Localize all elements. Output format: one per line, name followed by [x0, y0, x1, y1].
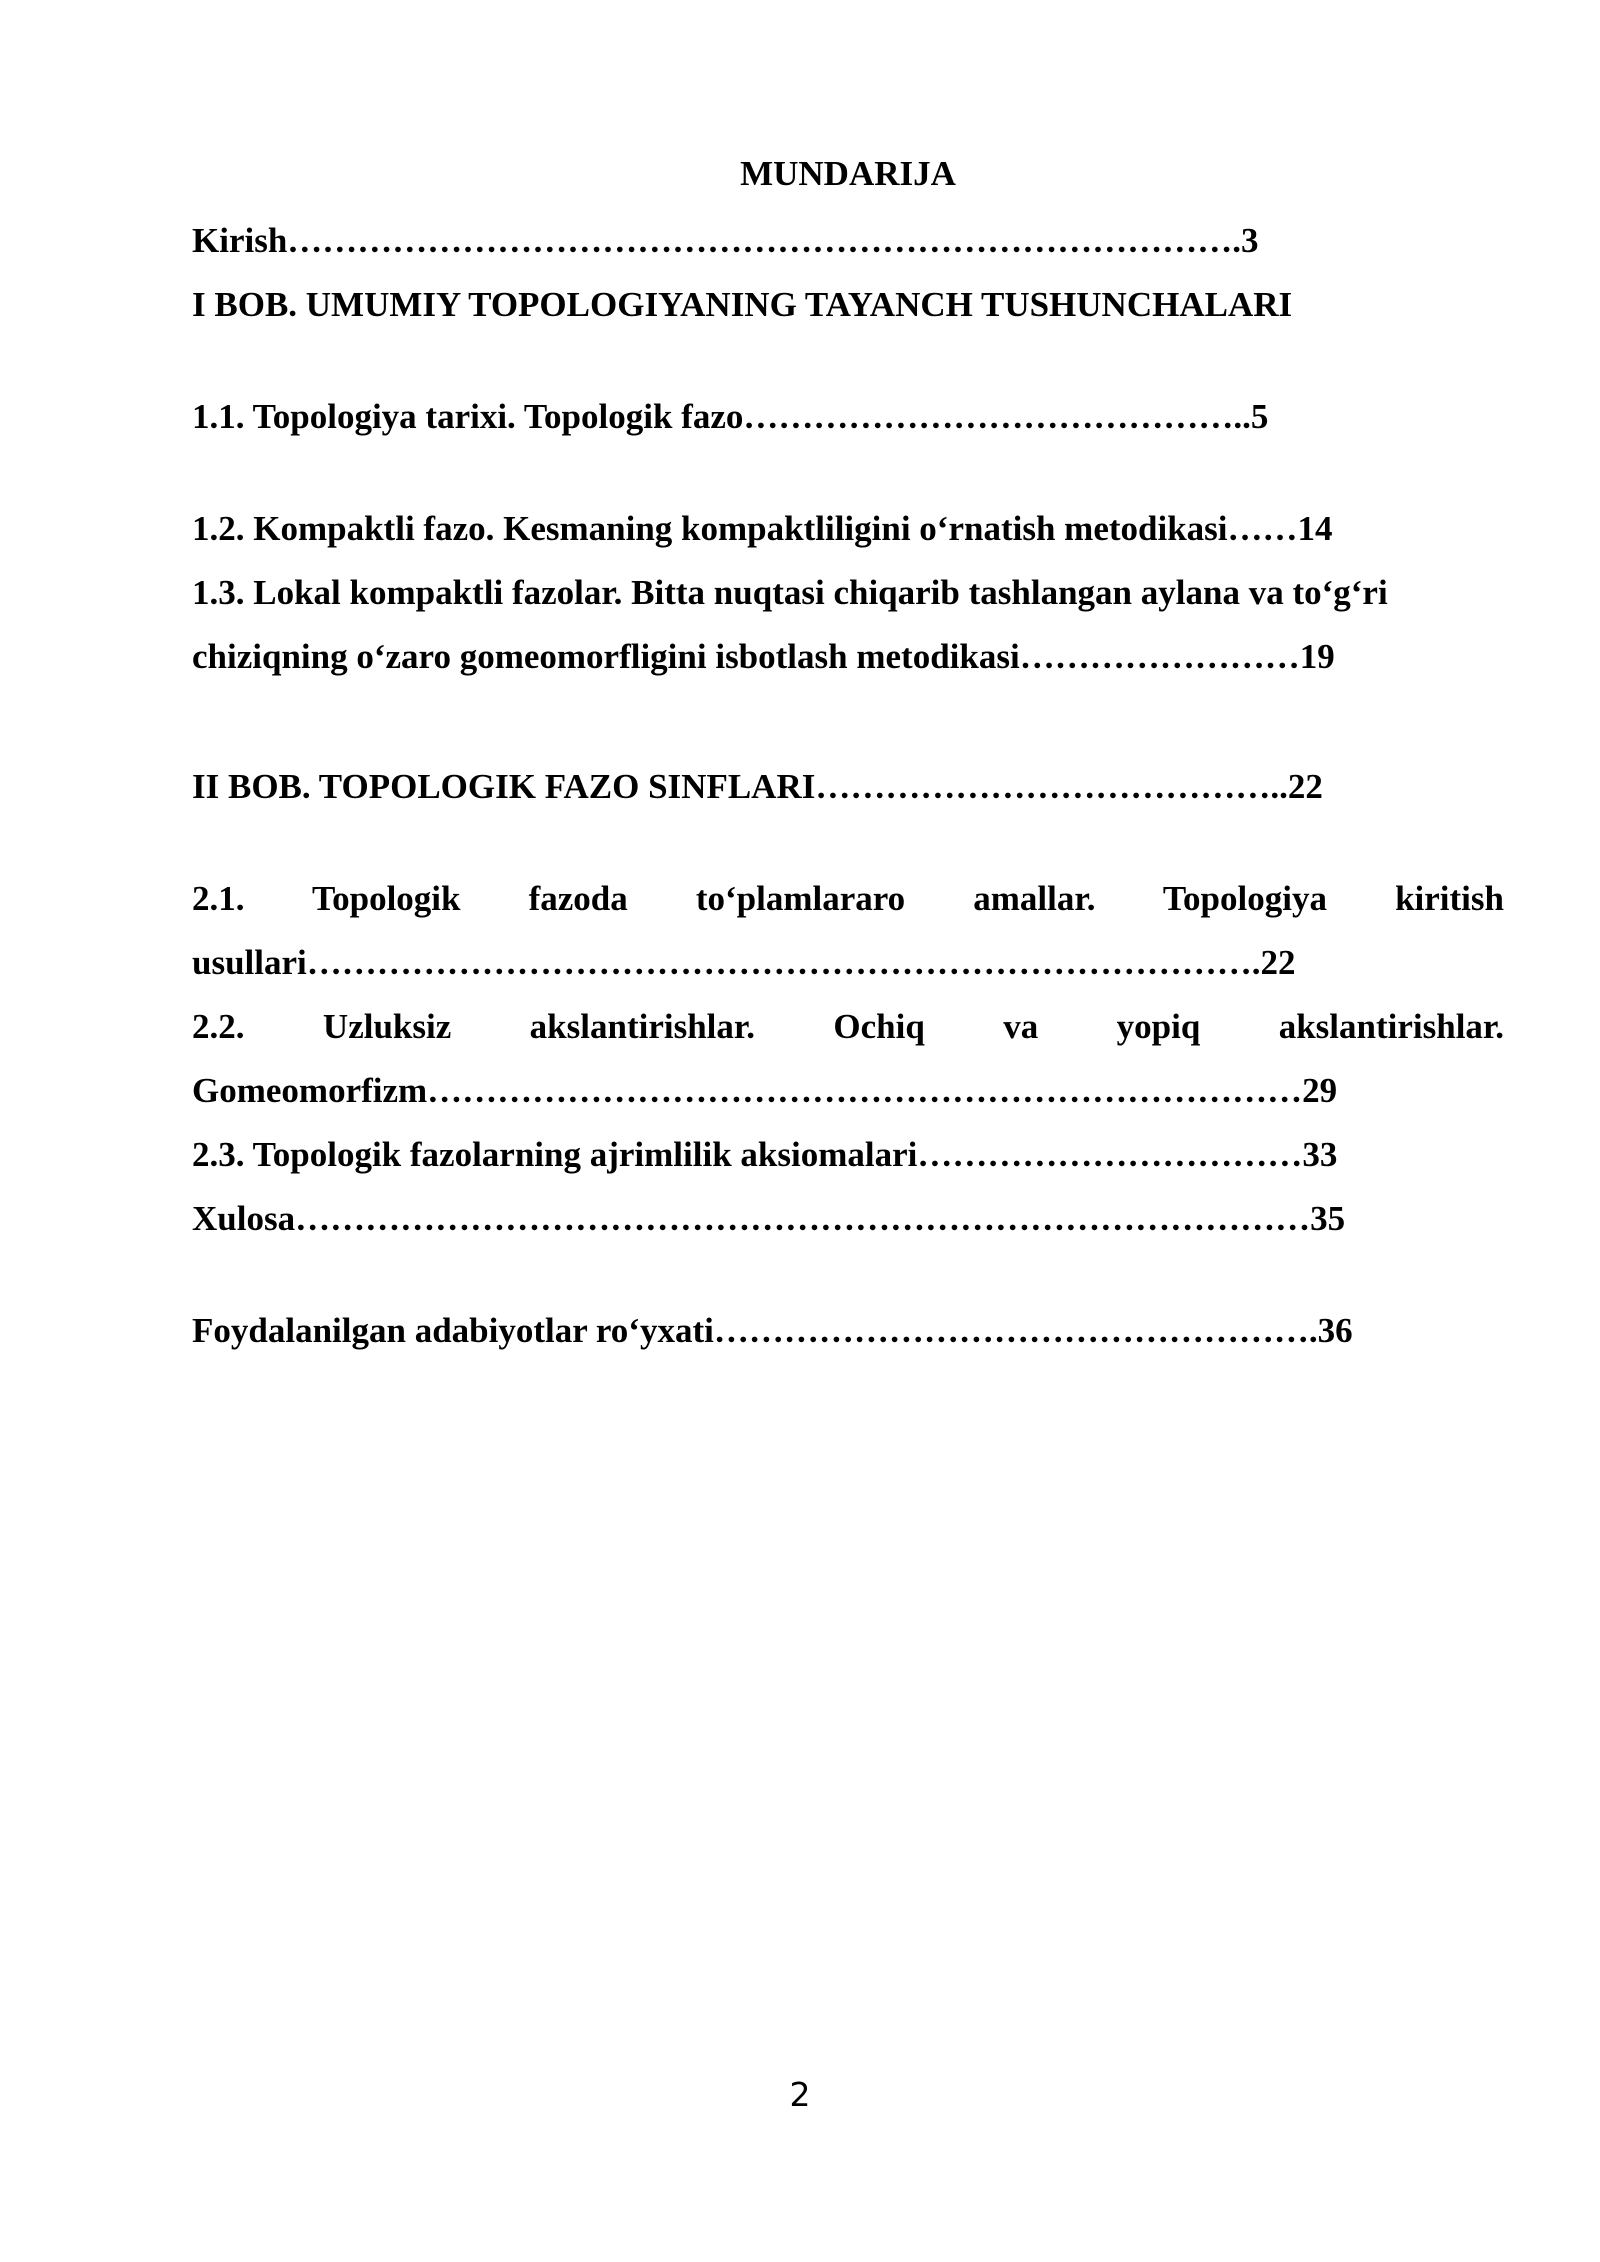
toc-title: MUNDARIJA	[740, 154, 956, 193]
toc-entry-1-2: 1.2. Kompaktli fazo. Kesmaning kompaktliligini oʻrnatish metodikasi……14	[192, 509, 1333, 548]
toc-entry-kirish: Kirish……………………………………………………………………….3	[192, 221, 1259, 260]
toc-entry-1-1: 1.1. Topologiya tarixi. Topologik fazo……………………………………..5	[192, 397, 1269, 436]
toc-entry-1-3-line-2: chiziqning oʻzaro gomeomorfligini isbotlash metodikasi……………………19	[192, 637, 1335, 676]
toc-entry-2-2-line-2: Gomeomorfizm…………………………………………………………………29	[192, 1071, 1338, 1110]
toc-entry-1-3-line-1: 1.3. Lokal kompaktli fazolar. Bitta nuqtasi chiqarib tashlangan aylana va toʻgʻri	[192, 573, 1388, 612]
toc-entry-2-1-line-2: usullari……………………………………………………………………….22	[192, 943, 1296, 982]
toc-chapter-2-heading: II BOB. TOPOLOGIK FAZO SINFLARI…………………………………..22	[192, 767, 1323, 806]
toc-entry-2-2-line-1: 2.2. Uzluksiz akslantirishlar. Ochiq va yopiq akslantirishlar.	[192, 1007, 1504, 1046]
table-of-contents	[192, 150, 1504, 1356]
toc-entry-2-1-line-1: 2.1. Topologik fazoda toʻplamlararo amallar. Topologiya kiritish	[192, 879, 1504, 918]
toc-entry-2-3: 2.3. Topologik fazolarning ajrimlilik aksiomalari……………………………33	[192, 1135, 1338, 1174]
toc-entry-adabiyotlar: Foydalanilgan adabiyotlar roʻyxati…………………………………………….36	[192, 1311, 1353, 1350]
page-number: 2	[789, 2075, 811, 2114]
toc-entry-xulosa: Xulosa……………………………………………………………………………35	[192, 1199, 1346, 1238]
toc-chapter-1-heading: I BOB. UMUMIY TOPOLOGIYANING TAYANCH TUSHUNCHALARI	[192, 285, 1293, 324]
